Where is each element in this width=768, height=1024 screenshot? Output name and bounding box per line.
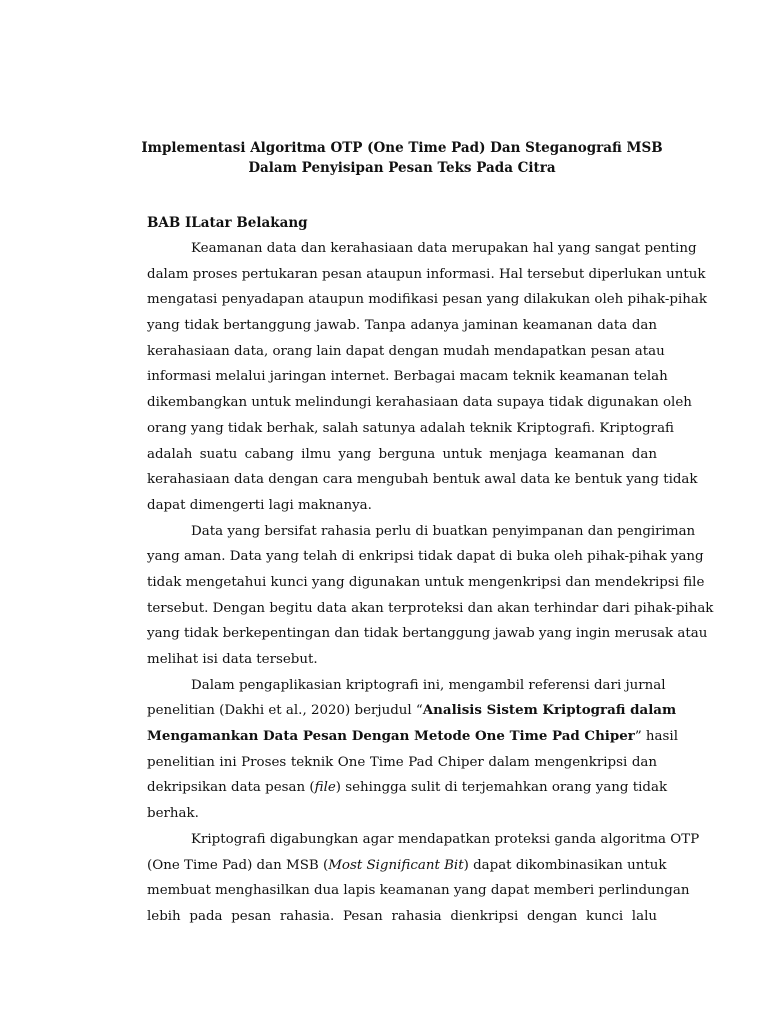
- text-line: [147, 724, 678, 750]
- text-line: dapat dimengerti lagi maknanya.: [147, 497, 372, 513]
- section-heading: BAB ILatar Belakang: [147, 215, 308, 231]
- text-line: berhak.: [147, 806, 199, 822]
- text-run: penelitian (Dakhi et al., 2020) berjudul “: [147, 703, 423, 719]
- text-run: ) sehingga sulit di terjemahkan orang yang tidak: [335, 780, 668, 796]
- text-line: mengatasi penyadapan ataupun modifikasi pesan yang dilakukan oleh pihak-pihak: [147, 292, 708, 308]
- text-line: informasi melalui jaringan internet. Berbagai macam teknik keamanan telah: [147, 369, 668, 385]
- text-line: [147, 853, 667, 879]
- text-line: yang tidak berkepentingan dan tidak bertanggung jawab yang ingin merusak atau: [147, 626, 708, 642]
- paragraph-2: [147, 519, 714, 673]
- document-title-line-1: Implementasi Algoritma OTP (One Time Pad) Dan Steganografi MSB: [141, 140, 663, 156]
- text-line: tersebut. Dengan begitu data akan terproteksi dan akan terhindar dari pihak-pihak: [147, 600, 714, 616]
- text-line: Keamanan data dan kerahasiaan data merupakan hal yang sangat penting: [191, 241, 697, 256]
- text-run: ) dapat dikombinasikan untuk: [463, 857, 667, 873]
- reference-title: Mengamankan Data Pesan Dengan Metode One Time Pad Chiper: [147, 728, 635, 745]
- text-line: dalam proses pertukaran pesan ataupun informasi. Hal tersebut diperlukan untuk: [147, 266, 706, 282]
- text-run: (One Time Pad) dan MSB (: [147, 857, 329, 873]
- text-line: [147, 698, 677, 724]
- text-line: membuat menghasilkan dua lapis keamanan yang dapat memberi perlindungan: [147, 883, 690, 899]
- body-text: [147, 236, 714, 930]
- text-line: Kriptografi digabungkan agar mendapatkan proteksi ganda algoritma OTP: [191, 831, 700, 847]
- document-title-line-2: Dalam Penyisipan Pesan Teks Pada Citra: [248, 160, 556, 176]
- text-line: Data yang bersifat rahasia perlu di buatkan penyimpanan dan pengiriman: [191, 523, 696, 539]
- text-line: orang yang tidak berhak, salah satunya adalah teknik Kriptografi. Kriptografi: [147, 420, 674, 436]
- paragraph-3: [147, 673, 678, 827]
- text-line: yang tidak bertanggung jawab. Tanpa adanya jaminan keamanan data dan: [147, 318, 657, 334]
- text-run: ” hasil: [634, 729, 678, 745]
- text-run: dekripsikan data pesan (: [147, 780, 315, 796]
- italic-term: file: [314, 780, 336, 796]
- text-line: yang aman. Data yang telah di enkripsi tidak dapat di buka oleh pihak-pihak yang: [147, 549, 704, 565]
- text-line: Dalam pengaplikasian kriptografi ini, mengambil referensi dari jurnal: [191, 677, 666, 693]
- text-line: tidak mengetahui kunci yang digunakan untuk mengenkripsi dan mendekripsi file: [147, 574, 705, 590]
- paragraph-1: [147, 236, 708, 519]
- text-line: melihat isi data tersebut.: [147, 652, 318, 667]
- text-line: kerahasiaan data, orang lain dapat dengan mudah mendapatkan pesan atau: [147, 343, 665, 359]
- reference-title: Analisis Sistem Kriptografi dalam: [422, 702, 677, 719]
- text-line: adalah suatu cabang ilmu yang berguna untuk menjaga keamanan dan: [147, 446, 657, 462]
- text-line: kerahasiaan data dengan cara mengubah bentuk awal data ke bentuk yang tidak: [147, 472, 698, 488]
- text-line: lebih pada pesan rahasia. Pesan rahasia dienkripsi dengan kunci lalu: [147, 908, 657, 924]
- paragraph-4: [147, 827, 700, 930]
- text-line: [147, 775, 668, 801]
- text-line: dikembangkan untuk melindungi kerahasiaan data supaya tidak digunakan oleh: [147, 395, 692, 411]
- text-line: penelitian ini Proses teknik One Time Pad Chiper dalam mengenkripsi dan: [147, 754, 657, 770]
- italic-term: Most Significant Bit: [328, 857, 464, 873]
